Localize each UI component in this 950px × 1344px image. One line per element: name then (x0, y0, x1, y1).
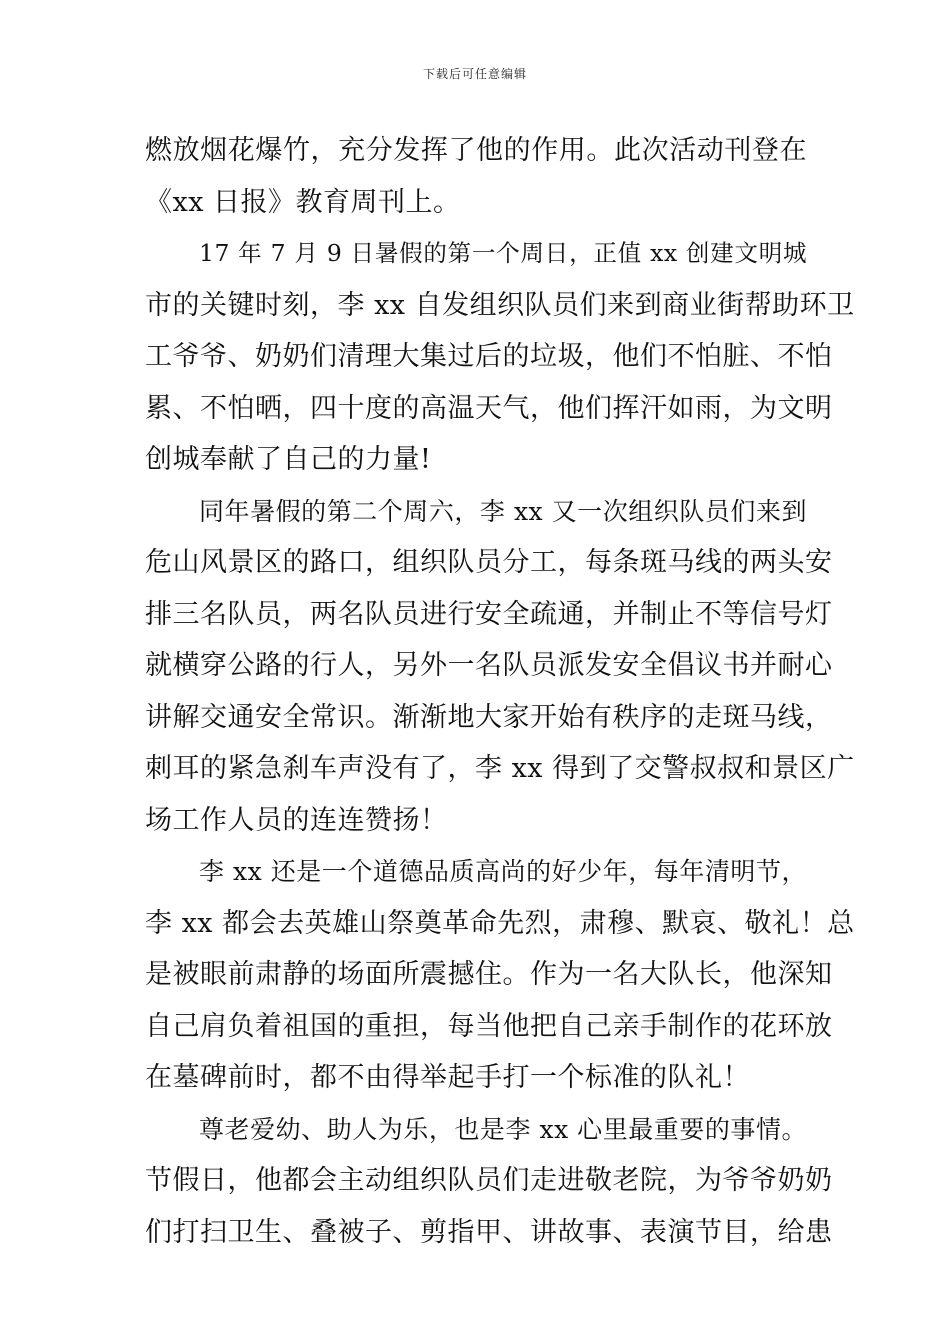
text-line: 排三名队员，两名队员进行安全疏通，并制止不等信号灯 (145, 598, 833, 630)
document-body (145, 125, 855, 1258)
text-line: 讲解交通安全常识。渐渐地大家开始有秩序的走斑马线， (145, 701, 833, 733)
text-line: 燃放烟花爆竹，充分发挥了他的作用。此次活动刊登在 (145, 135, 807, 166)
text-line: 们打扫卫生、叠被子、剪指甲、讲故事、表演节目，给患 (145, 1216, 833, 1248)
text-line: 工爷爷、奶奶们清理大集过后的垃圾，他们不怕脏、不怕 (145, 341, 833, 372)
text-line: 17 年 7 月 9 日暑假的第一个周日，正值 xx 创建文明城 (199, 239, 807, 267)
text-line: 在墓碑前时，都不由得举起手打一个标准的队礼！ (145, 1062, 750, 1093)
text-line: 创城奉献了自己的力量! (145, 444, 432, 475)
text-line: 同年暑假的第二个周六，李 xx 又一次组织队员们来到 (199, 496, 807, 526)
text-line: 自己肩负着祖国的重担，每当他把自己亲手制作的花环放 (145, 1010, 833, 1042)
text-line: 尊老爱幼、助人为乐，也是李 xx 心里最重要的事情。 (199, 1114, 807, 1144)
text-line: 场工作人员的连连赞扬！ (145, 804, 448, 836)
text-line: 市的关键时刻，李 xx 自发组织队员们来到商业街帮助环卫 (145, 289, 855, 321)
text-line: 李 xx 还是一个道德品质高尚的好少年，每年清明节， (199, 857, 807, 886)
text-line: 危山风景区的路口，组织队员分工，每条斑马线的两头安 (145, 547, 833, 578)
text-line: 刺耳的紧急刹车声没有了，李 xx 得到了交警叔叔和景区广 (145, 753, 855, 784)
text-line: 就横穿公路的行人，另外一名队员派发安全倡议书并耐心 (145, 650, 833, 681)
text-line: 《xx 日报》教育周刊上。 (145, 186, 461, 218)
text-line: 是被眼前肃静的场面所震撼住。作为一名大队长，他深知 (145, 959, 833, 990)
header-note: 下载后可任意编辑 (422, 67, 527, 81)
text-line: 节假日，他都会主动组织队员们走进敬老院，为爷爷奶奶 (145, 1165, 833, 1196)
text-line: 累、不怕晒，四十度的高温天气，他们挥汗如雨，为文明 (145, 392, 833, 424)
text-line: 李 xx 都会去英雄山祭奠革命先烈，肃穆、默哀、敬礼！总 (145, 907, 855, 939)
